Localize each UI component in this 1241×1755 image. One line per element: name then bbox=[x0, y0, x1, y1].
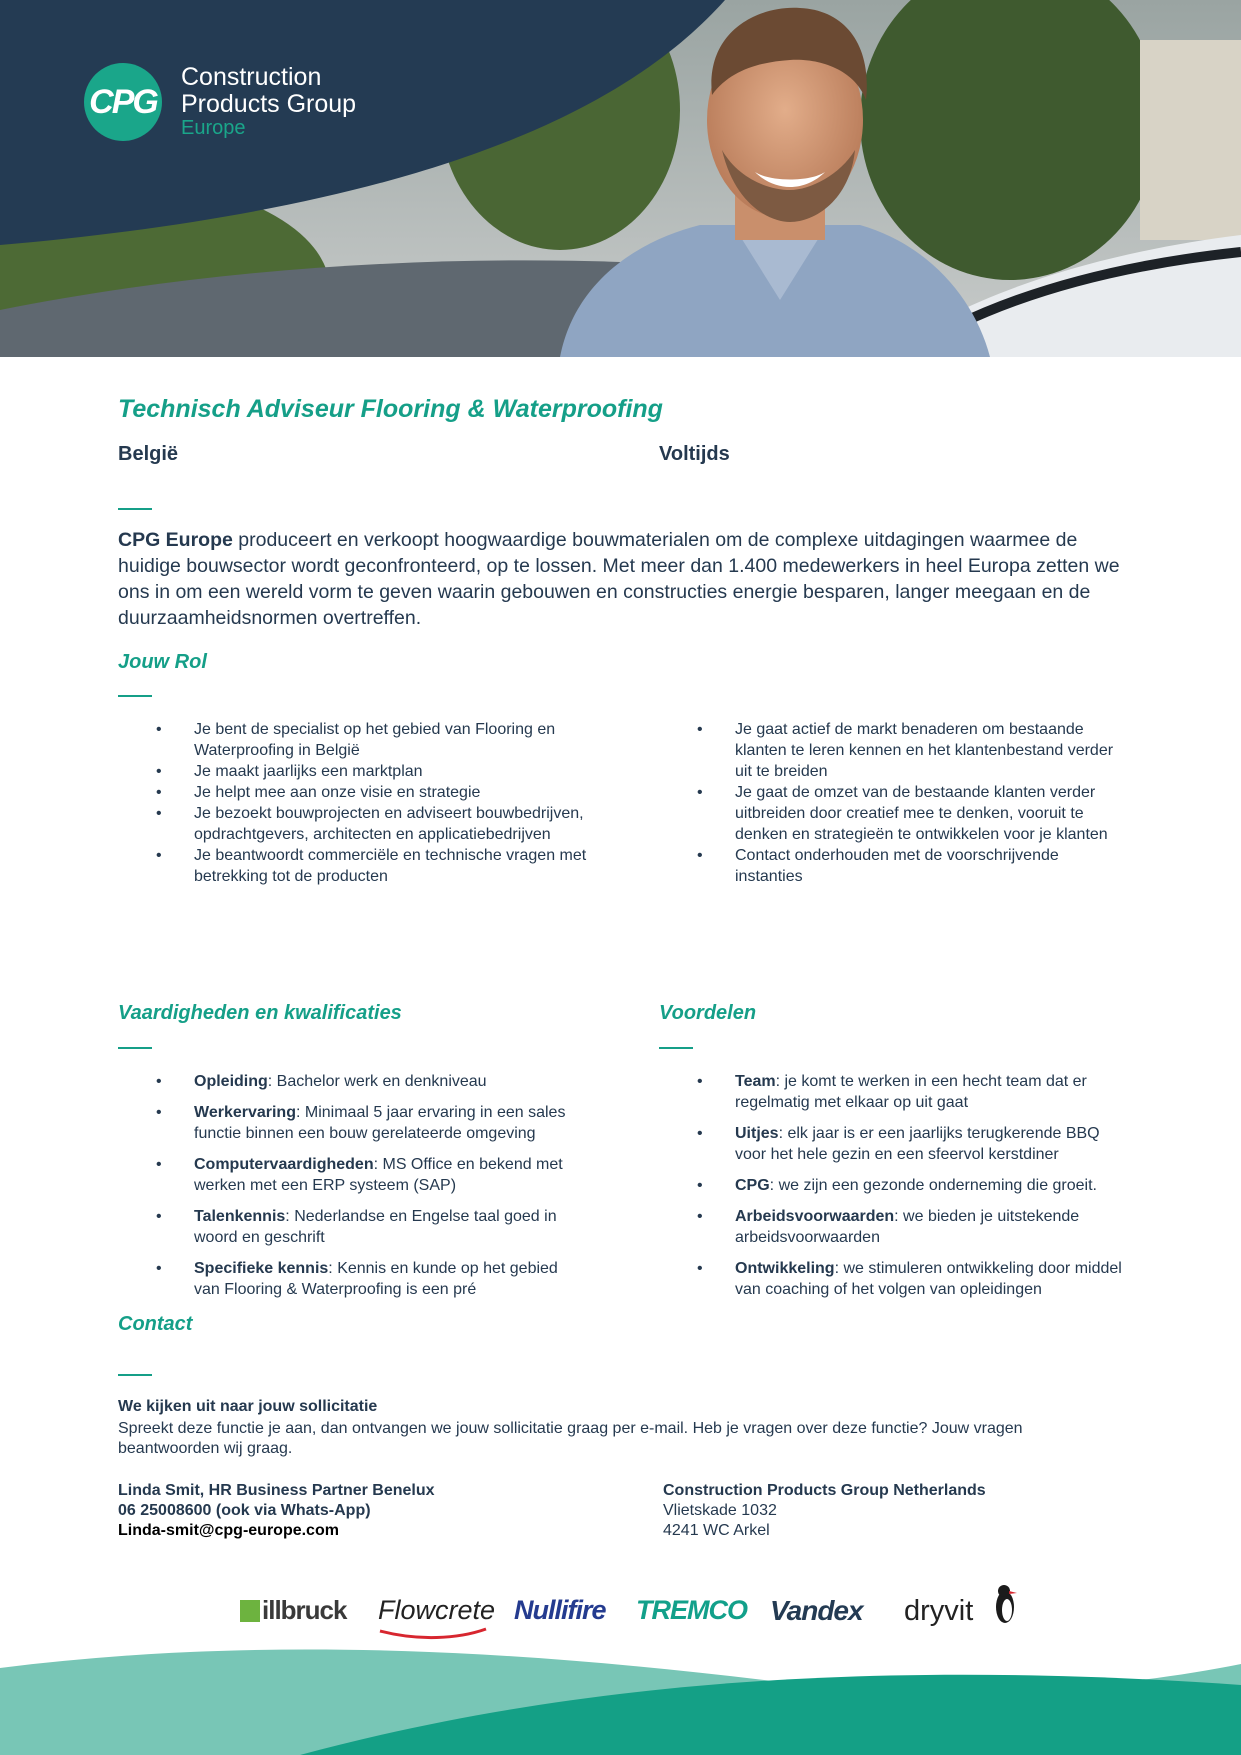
divider bbox=[118, 1374, 152, 1376]
address-street: Vlietskade 1032 bbox=[663, 1502, 777, 1519]
divider bbox=[118, 1047, 152, 1049]
contact-phone[interactable]: 06 25008600 (ook via Whats-App) bbox=[118, 1502, 371, 1519]
logo-initials: CPG bbox=[89, 82, 157, 121]
list-item bbox=[118, 1071, 588, 1092]
list-item: • Je bezoekt bouwprojecten en adviseert bouwbedrijven, opdrachtgevers, architecten en applicatiebedrijven bbox=[118, 803, 588, 845]
contact-subheading: We kijken uit naar jouw sollicitatie bbox=[118, 1398, 378, 1415]
penguin-icon bbox=[992, 1583, 1018, 1625]
address-city: 4241 WC Arkel bbox=[663, 1522, 770, 1539]
role-heading: Jouw Rol bbox=[118, 651, 207, 673]
item-text: : Minimaal 5 jaar ervaring in een sales functie binnen een bouw gerelateerde omgeving bbox=[194, 1104, 566, 1142]
list-item: • Je maakt jaarlijks een marktplan bbox=[118, 761, 588, 782]
item-label: Werkervaring bbox=[194, 1104, 296, 1121]
item-label: Uitjes bbox=[735, 1125, 779, 1142]
intro-text: produceert en verkoopt hoogwaardige bouwmaterialen om de complexe uitdagingen waarmee de huidige bouwsector wordt geconfronteerd, op te lossen. Met meer dan 1.400 medewerkers in heel Europa zetten we ons in om een wereld vorm te geven waarin gebouwen en constructies energie besparen, langer meegaan en de duurzaamheidsnormen overtreffen. bbox=[118, 529, 1120, 629]
flowcrete-logo bbox=[378, 1595, 495, 1626]
tremco-logo bbox=[636, 1595, 747, 1626]
item-text: : elk jaar is er een jaarlijks terugkerende BBQ voor het hele gezin en een sfeervol kerstdiner bbox=[735, 1125, 1100, 1163]
item-text: : je komt te werken in een hecht team dat er regelmatig met elkaar op uit gaat bbox=[735, 1073, 1087, 1111]
item-label: Opleiding bbox=[194, 1073, 268, 1090]
item-label: Specifieke kennis bbox=[194, 1260, 329, 1277]
item-label: Talenkennis bbox=[194, 1208, 286, 1225]
divider bbox=[659, 1047, 693, 1049]
illbruck-mark-icon bbox=[240, 1600, 260, 1622]
divider bbox=[118, 695, 152, 697]
benefits-heading: Voordelen bbox=[659, 1002, 757, 1024]
item-text: : we stimuleren ontwikkeling door middel van coaching of het volgen van opleidingen bbox=[735, 1260, 1122, 1298]
list-item bbox=[118, 1102, 588, 1144]
hero-photo bbox=[0, 0, 1241, 357]
item-text: : we zijn een gezonde onderneming die groeit. bbox=[769, 1177, 1097, 1194]
job-type: Voltijds bbox=[659, 443, 730, 465]
list-item bbox=[659, 1206, 1129, 1248]
nullifire-logo bbox=[514, 1595, 606, 1626]
item-text: : Bachelor werk en denkniveau bbox=[267, 1073, 487, 1090]
company-name-line3: Europe bbox=[181, 117, 246, 139]
brand-name: Nullifire bbox=[514, 1595, 606, 1625]
item-label: Ontwikkeling bbox=[735, 1260, 835, 1277]
list-item: • Je gaat de omzet van de bestaande klanten verder uitbreiden door creatief mee te denken, vooruit te denken en strategieën te ontwikkelen voor je klanten bbox=[659, 782, 1129, 845]
list-item bbox=[118, 1154, 588, 1196]
skills-list bbox=[118, 1071, 588, 1310]
list-item bbox=[659, 1258, 1129, 1300]
item-label: Arbeidsvoorwaarden bbox=[735, 1208, 895, 1225]
footer-wave bbox=[0, 1630, 1241, 1755]
cpg-logo bbox=[84, 63, 162, 141]
benefits-list bbox=[659, 1071, 1129, 1310]
list-item bbox=[118, 1206, 588, 1248]
list-item bbox=[659, 1071, 1129, 1113]
vandex-logo bbox=[770, 1595, 863, 1627]
intro-company: CPG Europe bbox=[118, 529, 233, 551]
list-item: • Contact onderhouden met de voorschrijvende instanties bbox=[659, 845, 1129, 887]
contact-email[interactable]: Linda-smit@cpg-europe.com bbox=[118, 1522, 339, 1539]
intro-paragraph bbox=[118, 527, 1128, 631]
company-name bbox=[181, 64, 356, 138]
contact-text: Spreekt deze functie je aan, dan ontvangen we jouw sollicitatie graag per e-mail. Heb je vragen over deze functie? Jouw vragen beantwoorden wij graag. bbox=[118, 1420, 1023, 1457]
item-text: : Kennis en kunde op het gebied van Flooring & Waterproofing is een pré bbox=[194, 1260, 558, 1298]
company-name-line2: Products Group bbox=[181, 90, 357, 118]
brand-name: dryvit bbox=[904, 1595, 974, 1627]
contact-person-block bbox=[118, 1481, 435, 1541]
item-text: : MS Office en bekend met werken met een ERP systeem (SAP) bbox=[194, 1156, 563, 1194]
company-name-line1: Construction bbox=[181, 63, 322, 91]
list-item bbox=[659, 1123, 1129, 1165]
list-item: • Je beantwoordt commerciële en technische vragen met betrekking tot de producten bbox=[118, 845, 588, 887]
list-item: • Je gaat actief de markt benaderen om bestaande klanten te leren kennen en het klantenbestand verder uit te breiden bbox=[659, 719, 1129, 782]
contact-person: Linda Smit, HR Business Partner Benelux bbox=[118, 1482, 435, 1499]
illbruck-logo bbox=[240, 1595, 346, 1626]
skills-heading: Vaardigheden en kwalificaties bbox=[118, 1002, 402, 1024]
address-company: Construction Products Group Netherlands bbox=[663, 1482, 986, 1499]
job-title: Technisch Adviseur Flooring & Waterproofing bbox=[118, 395, 663, 423]
brand-name: Vandex bbox=[770, 1595, 863, 1626]
list-item: • Je helpt mee aan onze visie en strategie bbox=[118, 782, 588, 803]
contact-heading: Contact bbox=[118, 1313, 193, 1335]
item-label: CPG bbox=[735, 1177, 770, 1194]
dryvit-logo bbox=[904, 1595, 973, 1628]
brand-name: illbruck bbox=[262, 1595, 347, 1625]
job-location: België bbox=[118, 443, 179, 465]
hero-banner bbox=[0, 0, 1241, 357]
item-text: : Nederlandse en Engelse taal goed in woord en geschrift bbox=[194, 1208, 557, 1246]
list-item: • Je bent de specialist op het gebied van Flooring en Waterproofing in België bbox=[118, 719, 588, 761]
list-item bbox=[118, 1258, 588, 1300]
role-list-left bbox=[118, 719, 588, 887]
company-address-block bbox=[663, 1481, 986, 1541]
item-text: : we bieden je uitstekende arbeidsvoorwaarden bbox=[735, 1208, 1080, 1246]
item-label: Team bbox=[735, 1073, 776, 1090]
list-item bbox=[659, 1175, 1129, 1196]
brand-name: Flowcrete bbox=[378, 1595, 496, 1625]
divider bbox=[118, 508, 152, 510]
item-label: Computervaardigheden bbox=[194, 1156, 374, 1173]
role-list-right bbox=[659, 719, 1129, 887]
brand-name: TREMCO bbox=[636, 1595, 747, 1625]
